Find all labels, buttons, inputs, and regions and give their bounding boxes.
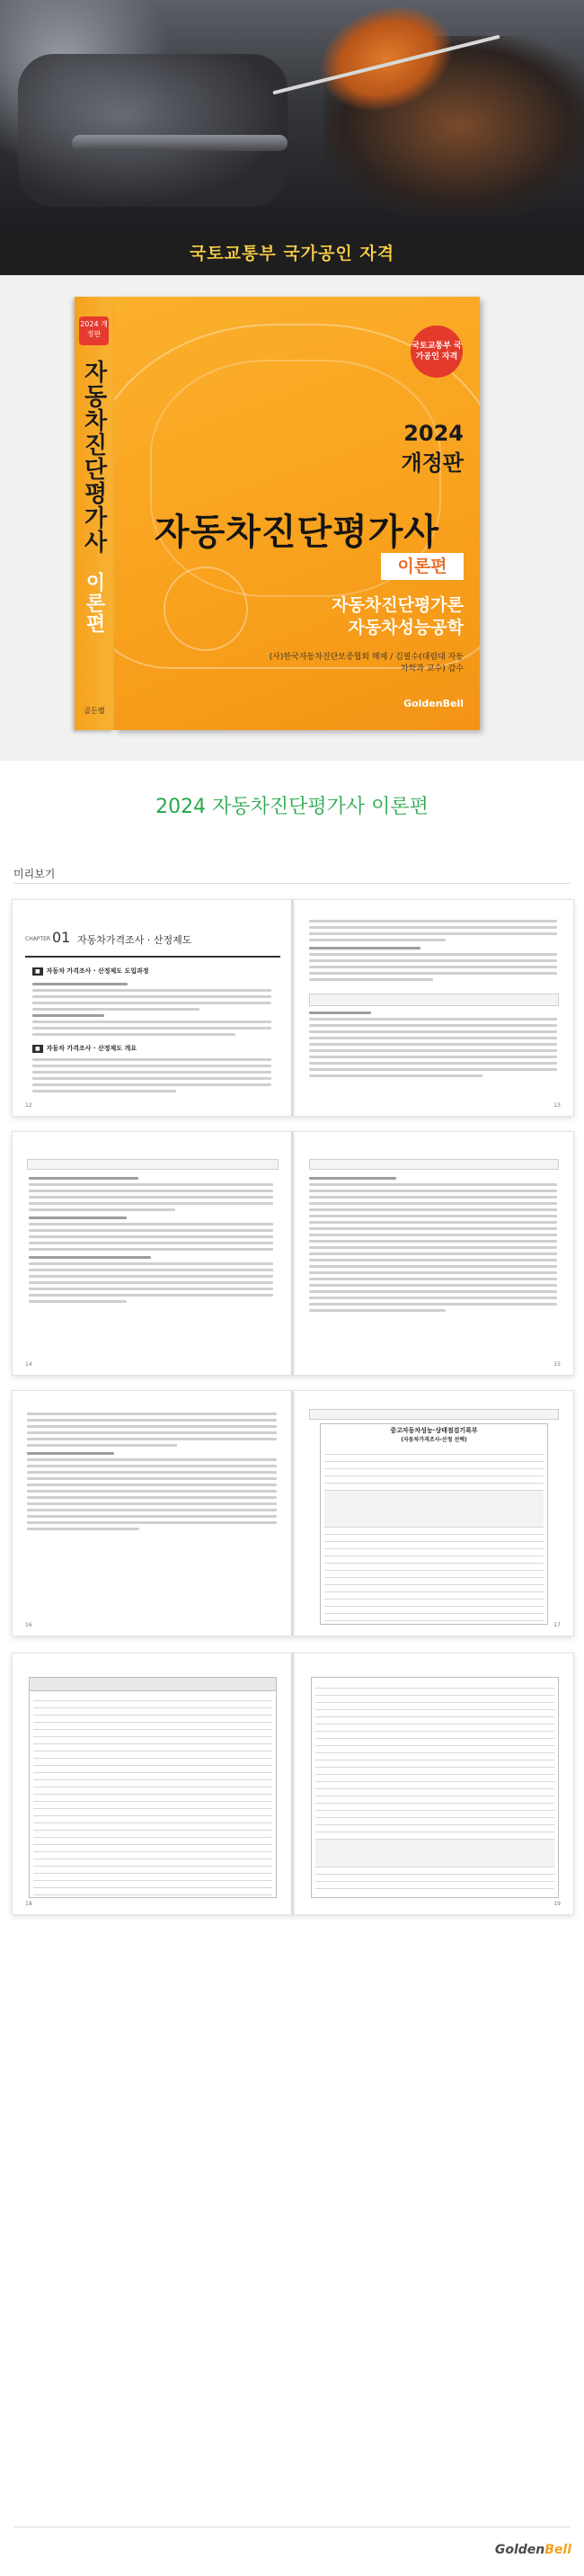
cover-subtitle-tag: 이론편	[381, 553, 464, 580]
spine-badge: 2024 개정판	[79, 316, 109, 345]
cover-year: 2024	[403, 421, 464, 446]
publisher-logo	[495, 2543, 571, 2557]
form-title: 중고자동차성능·상태점검기록부	[390, 1427, 478, 1434]
body-text-block	[32, 1058, 271, 1096]
page-spread-1	[12, 899, 574, 1117]
section-tag-icon: ■	[32, 1045, 43, 1053]
inspection-table-left	[29, 1677, 277, 1898]
book-caption: 2024 자동차진단평가사 이론편	[155, 796, 429, 818]
cover-authors: (사)한국자동차진단보증협회 해제 / 김필수(대림대 자동차학과 교수) 감수	[269, 653, 464, 673]
heading-box	[27, 1159, 279, 1170]
body-text-block	[309, 1012, 557, 1081]
cover-subject-2: 자동차성능공학	[348, 618, 464, 637]
section-heading-1-text: 자동차 가격조사 · 산정제도 도입과정	[46, 967, 149, 975]
book-cover	[114, 297, 480, 730]
preview-divider	[13, 883, 571, 884]
form-subtitle: (자동차가격조사·산정 선택)	[401, 1437, 467, 1443]
spread-3-right-page	[295, 1391, 573, 1636]
spread-1-left-page	[13, 900, 291, 1116]
chapter-label: CHAPTER	[25, 936, 51, 942]
spine-title	[78, 360, 111, 701]
cover-edition: 개정판	[401, 450, 464, 476]
publisher-logo-accent: Bell	[544, 2543, 571, 2557]
spread-3-left-page	[13, 1391, 291, 1636]
spine-publisher: 골든벨	[84, 707, 105, 715]
banner	[0, 232, 584, 275]
page-number-right: 13	[553, 1102, 561, 1109]
page-number-left: 18	[25, 1901, 32, 1907]
spine-subtitle: 이론편	[83, 572, 105, 635]
chapter-rule	[25, 956, 280, 958]
spine-title-text: 자동차진단평가사	[80, 360, 107, 554]
page-number-right: 15	[553, 1361, 561, 1368]
section-heading-2-text: 자동차 가격조사 · 산정제도 개요	[46, 1045, 137, 1052]
publisher-logo-main: Golden	[494, 2543, 545, 2557]
inspection-table-right	[311, 1677, 559, 1898]
page-number-right: 19	[553, 1901, 561, 1907]
heading-box	[309, 994, 559, 1006]
spread-4-left-page	[13, 1653, 291, 1914]
inspection-form	[320, 1423, 548, 1625]
spread-4-right-page	[295, 1653, 573, 1914]
body-text-block	[27, 1413, 277, 1534]
chapter-title: 자동차가격조사 · 산정제도	[77, 934, 192, 946]
spread-1-right-page	[295, 900, 573, 1116]
page-spread-4	[12, 1653, 574, 1915]
page-number-left: 12	[25, 1102, 32, 1109]
section-heading-1	[32, 967, 149, 976]
body-text-block	[29, 1177, 273, 1306]
page-number-left: 14	[25, 1361, 32, 1368]
page-number-left: 16	[25, 1622, 32, 1628]
table-grid	[315, 1681, 554, 1889]
chapter-number: 01	[52, 929, 71, 946]
hero-image	[0, 0, 584, 232]
hero-pipe	[72, 135, 288, 151]
spread-2-left-page	[13, 1132, 291, 1375]
hero-engine-left	[18, 54, 288, 207]
book-spine	[75, 297, 114, 730]
page-spread-2	[12, 1131, 574, 1376]
banner-title: 국토교통부 국가공인 자격	[189, 244, 395, 263]
cover-subject-1: 자동차진단평가론	[332, 595, 464, 615]
spread-2-right-page	[295, 1132, 573, 1375]
heading-box	[309, 1159, 559, 1170]
body-text-block	[309, 920, 557, 985]
cover-title: 자동차진단평가사	[154, 512, 440, 553]
chapter-header	[25, 927, 280, 954]
section-heading-2	[32, 1044, 137, 1053]
body-text-block	[32, 983, 271, 1039]
table-header	[30, 1678, 276, 1691]
table-grid	[33, 1694, 272, 1895]
certification-badge: 국토교통부 국가공인 자격	[411, 325, 463, 378]
preview-label: 미리보기	[13, 868, 56, 880]
heading-box	[309, 1409, 559, 1420]
page-spread-3	[12, 1390, 574, 1636]
form-grid	[324, 1448, 544, 1621]
cover-wheel	[164, 566, 248, 651]
page-number-right: 17	[553, 1622, 561, 1628]
section-tag-icon: ■	[32, 967, 43, 976]
body-text-block	[309, 1177, 557, 1315]
cover-publisher: GoldenBell	[403, 698, 464, 709]
